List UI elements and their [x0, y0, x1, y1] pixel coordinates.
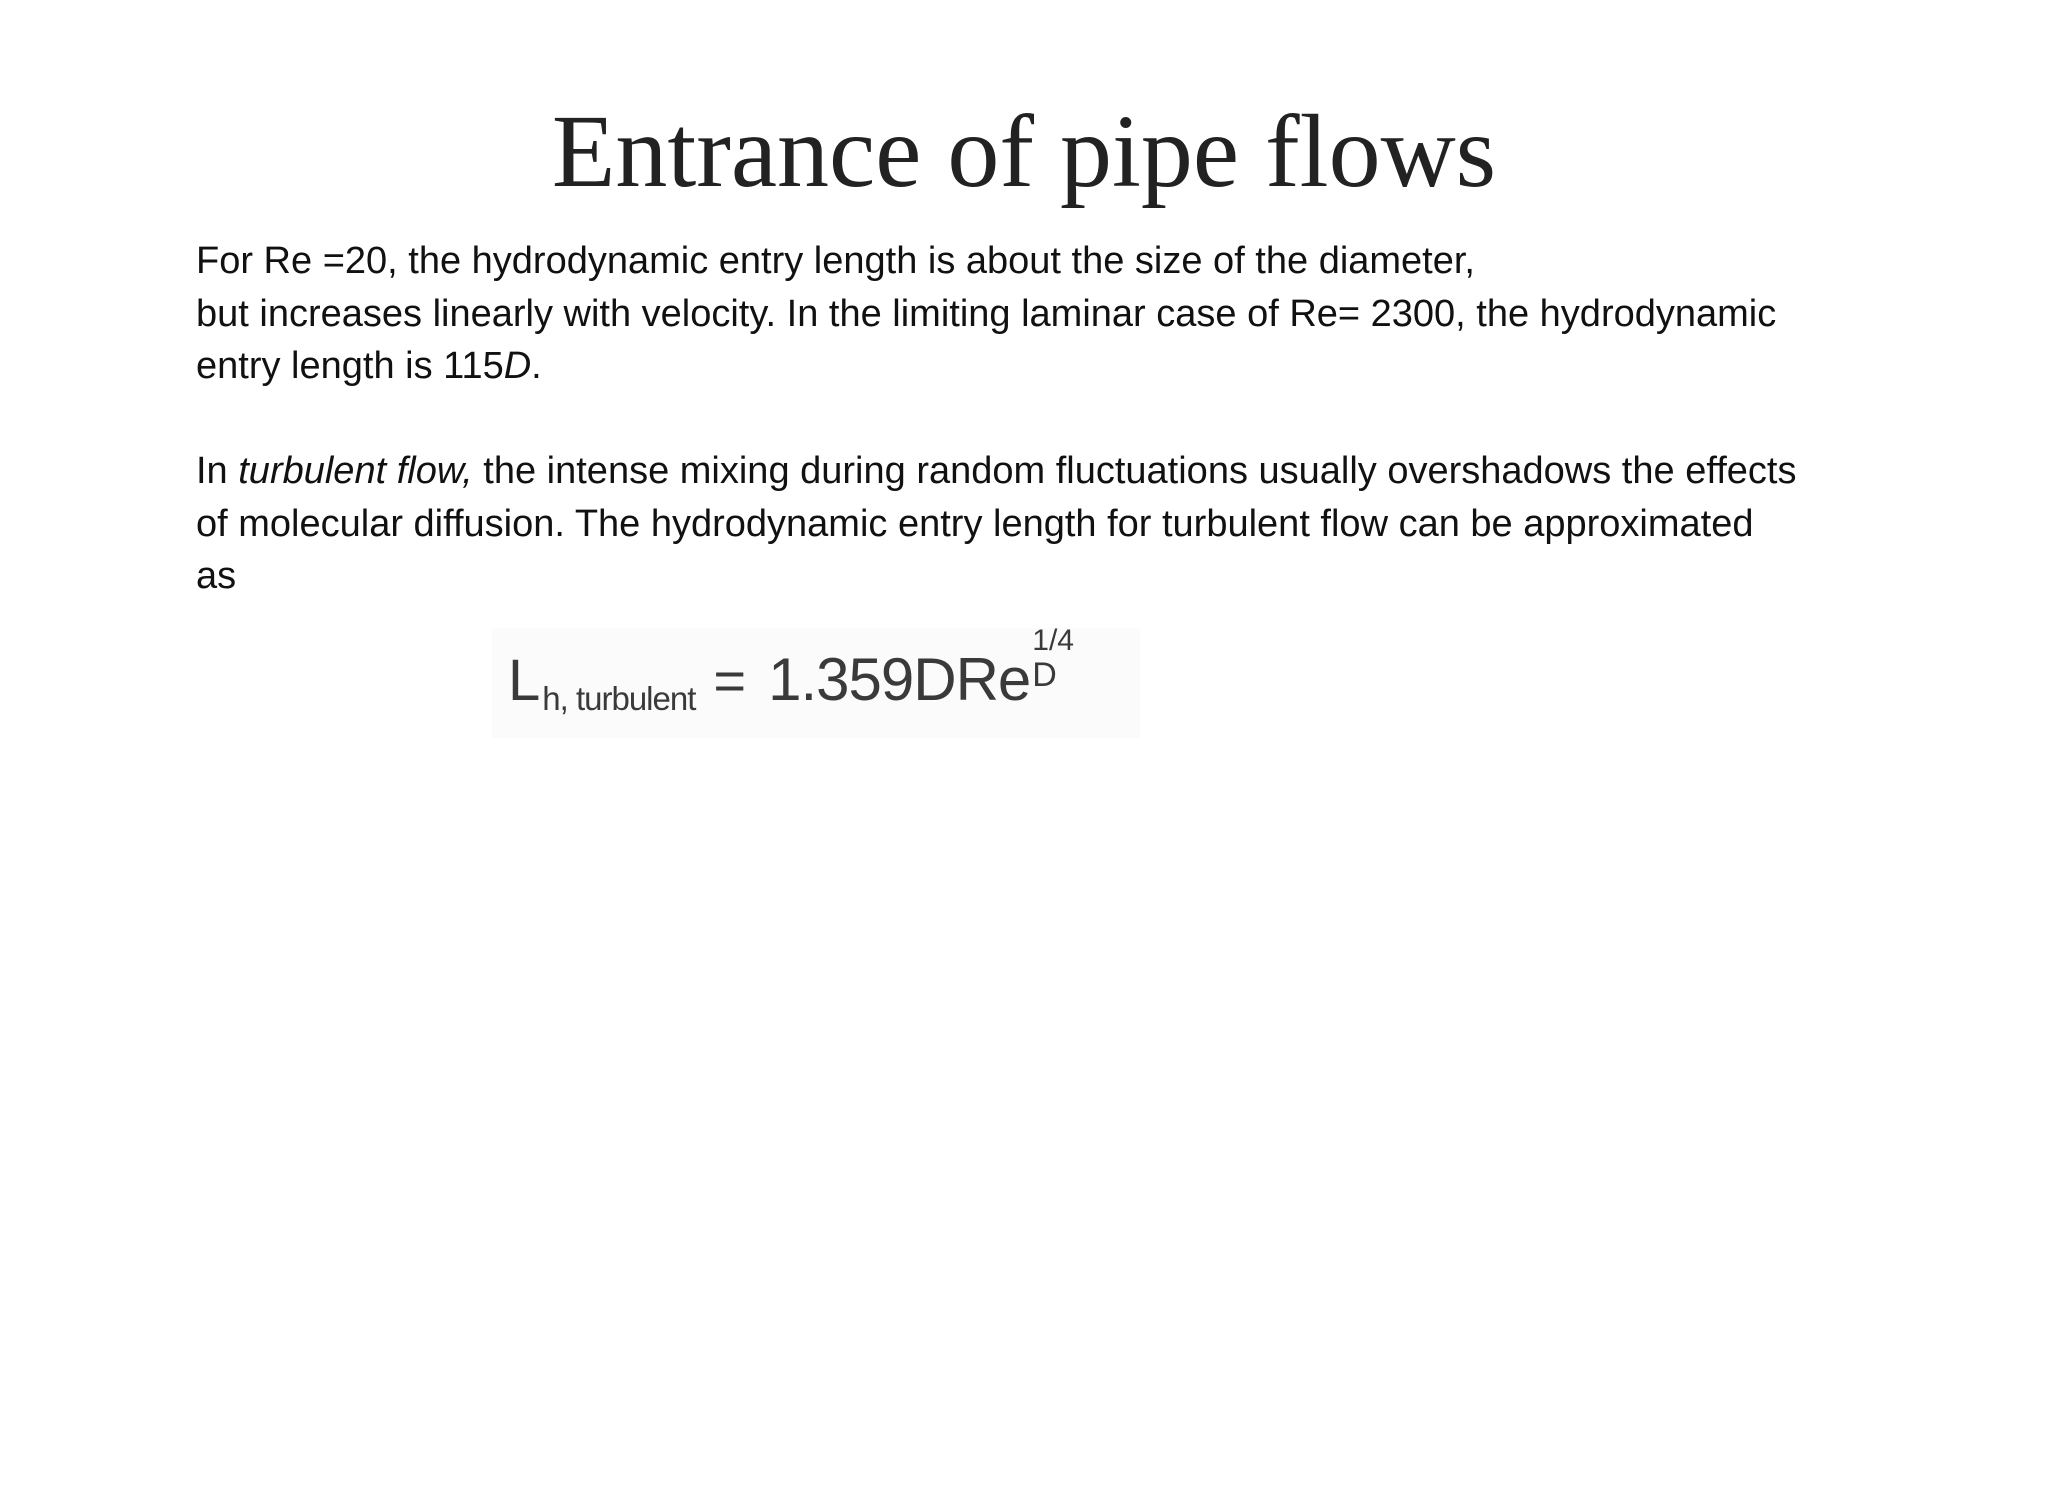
text-run: the intense mixing during random fluctuations usually overshadows the effects — [472, 450, 1797, 492]
paragraph-line — [196, 340, 1976, 393]
formula-scripts — [1032, 624, 1076, 700]
paragraph-line — [196, 445, 1976, 498]
formula-equals: = — [713, 649, 747, 712]
formula-lhs-subscript: h, turbulent — [542, 680, 696, 717]
paragraph-turbulent — [196, 445, 1976, 603]
paragraph-laminar — [196, 235, 1976, 393]
paragraph-line: of molecular diffusion. The hydrodynamic entry length for turbulent flow can be approximated — [196, 502, 1754, 545]
paragraph-line: but increases linearly with velocity. In the limiting laminar case of Re= 2300, the hydrodynamic — [196, 292, 1777, 335]
italic-text: turbulent flow, — [238, 450, 473, 492]
formula-subscript: D — [1032, 656, 1057, 694]
formula-lhs-symbol: L — [508, 648, 541, 713]
equation — [508, 624, 1076, 717]
text-run: In — [196, 450, 239, 492]
formula-image — [492, 624, 1140, 738]
paragraph-line: For Re =20, the hydrodynamic entry length is about the size of the diameter, — [196, 240, 1475, 282]
slide-title: Entrance of pipe flows — [551, 94, 1497, 209]
paragraph-line: as — [196, 555, 237, 597]
italic-text: D — [503, 345, 532, 387]
text-run: entry length is 115 — [196, 345, 504, 387]
formula-superscript: 1/4 — [1032, 624, 1074, 657]
text-run: . — [531, 345, 542, 387]
formula-rhs: 1.359DRe — [768, 646, 1031, 713]
